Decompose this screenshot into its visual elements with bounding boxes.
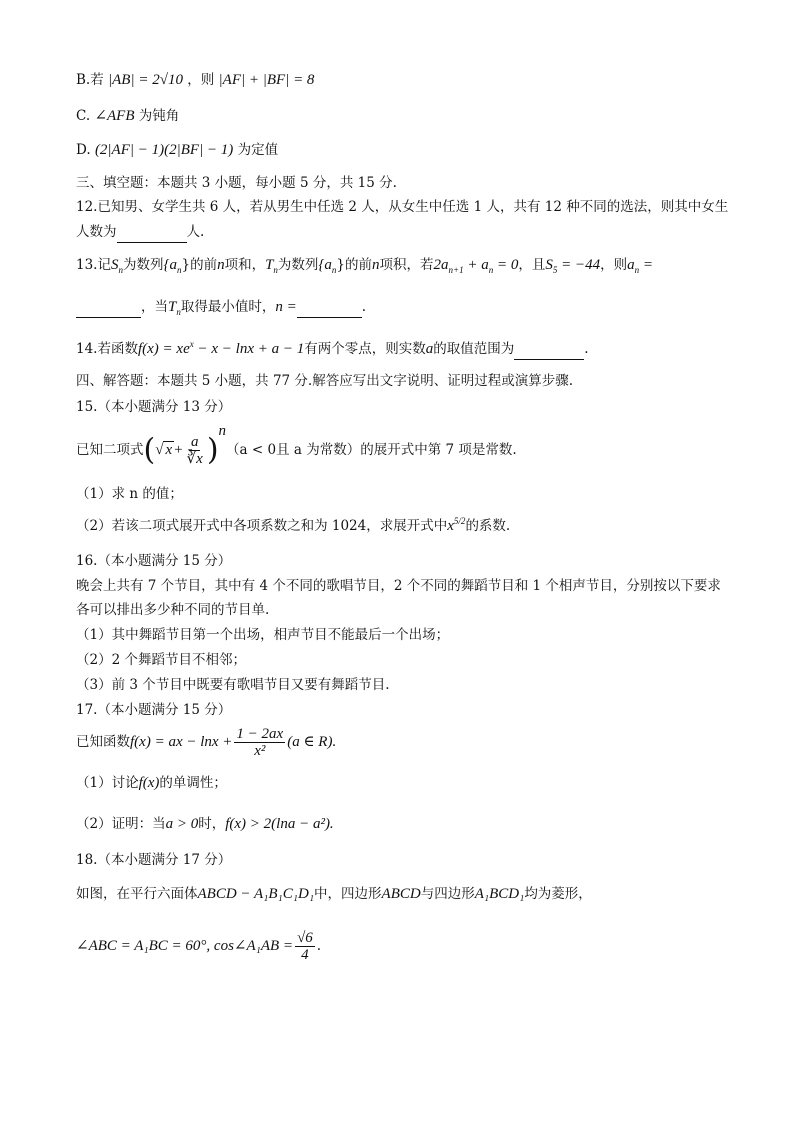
q16-title: 16.（本小题满分 15 分） (76, 553, 232, 569)
q11-b-prefix: B.若 (76, 72, 104, 88)
section3-heading: 三、填空题：本题共 3 小题，每小题 5 分，共 15 分. (76, 175, 397, 191)
q18-frac-den: 4 (301, 947, 309, 963)
q14-func (138, 341, 304, 357)
q18-cond-math: ∠ABC = A₁BC = 60°, cos∠A₁AB = (76, 938, 294, 954)
q14-answer-blank[interactable] (514, 339, 584, 360)
q11-d-math: (2|AF| − 1)(2|BF| − 1) (94, 142, 234, 158)
q18-stem-suffix: 均为菱形， (524, 886, 592, 902)
q13-text: ，则 (600, 257, 628, 273)
q15-part1: （1）求 n 的值； (76, 486, 183, 502)
q13-cond1: $2a_{n+1} + a_n = 0$ (433, 257, 519, 275)
q14-suffix: . (584, 341, 589, 357)
q13-answer-blank-2[interactable] (297, 297, 362, 318)
q11-b-mid: ，则 (187, 72, 215, 88)
q18-frac (295, 930, 315, 963)
q18-stem (76, 884, 726, 904)
q17-part1-prefix: （1）讨论 (76, 775, 139, 791)
q13-cond2: $S_5 = -44$ (545, 257, 601, 275)
q17-part2 (76, 814, 726, 834)
q13-tn-base: T (168, 299, 177, 315)
q17-part2-math: f(x) > 2(lna − a²). (225, 816, 334, 832)
q11-option-c (76, 106, 726, 126)
q18-quad2: A₁BCD₁ (474, 886, 525, 902)
q18-end: . (316, 938, 322, 954)
q16-stem2: 各可以排出多少种不同的节目单. (76, 602, 270, 618)
q13-answer-blank-1[interactable] (76, 297, 141, 318)
q14-a: a (425, 341, 434, 357)
q13-n: n (372, 257, 380, 273)
q17-part1 (76, 773, 726, 793)
q13-text: 为数列 (277, 257, 319, 273)
q13-sn-base: S (110, 257, 119, 273)
q14-line (76, 339, 726, 360)
q17-frac-den: x² (254, 743, 266, 759)
q13-seq2: {$a_n$ (318, 257, 337, 275)
q11-c-prefix: C. (76, 108, 91, 124)
q13-text: }的前 (336, 257, 373, 273)
q14-func-a: f(x) = xe (137, 341, 190, 357)
q13-cond1-a: 2a (433, 257, 449, 273)
section4-heading: 四、解答题：本题共 5 小题，共 77 分.解答应写出文字说明、证明过程或演算步骤. (76, 373, 574, 389)
q13-seq: {$a_n$ (163, 257, 182, 275)
q15-title: 15.（本小题满分 13 分） (76, 399, 232, 415)
q13-text: 为数列 (122, 257, 164, 273)
q13-text: ，且 (518, 257, 546, 273)
q15-plus: + (174, 442, 183, 458)
q15-power-term (447, 518, 465, 534)
q11-b-math1: |AB| = 2√10 (108, 72, 183, 88)
q15-frac-den: ∛x (186, 451, 203, 467)
q15-cond: （a < 0且 a 为常数）的展开式中第 7 项是常数. (226, 442, 517, 458)
q13-tn2: $T_n$ (168, 299, 181, 317)
q13-an-base: a (627, 257, 635, 273)
q13-cond1-b: + a (463, 257, 489, 273)
q15-frac-num: a (190, 434, 199, 450)
q18-stem-mid: 中，四边形 (314, 886, 382, 902)
q12-answer-blank[interactable] (117, 222, 187, 243)
q16-part3: （3）前 3 个节目中既要有歌唱节目又要有舞蹈节目. (76, 677, 390, 693)
q13-text: ，当 (141, 299, 168, 315)
q17-cond: (a ∈ R). (287, 734, 337, 750)
q11-d-prefix: D. (76, 142, 91, 158)
q16-stem1: 晚会上共有 7 个节目，其中有 4 个不同的歌唱节目，2 个不同的舞蹈节目和 1 个相声节目，分别按以下要求 (76, 578, 721, 594)
q13-end: . (361, 299, 367, 315)
q13-cond1-c: = 0 (493, 257, 519, 273)
q16-part2: （2）2 个舞蹈节目不相邻； (76, 652, 246, 668)
q13-text: 13.记 (76, 257, 111, 273)
q13-seq-base: {a (318, 257, 332, 273)
q14-prefix: 14.若函数 (76, 341, 138, 357)
q18-title: 18.（本小题满分 17 分） (76, 852, 232, 868)
q12-line2 (76, 222, 726, 243)
q11-d-suffix: 为定值 (237, 142, 279, 158)
q13-cond2-a: S (545, 257, 553, 273)
q15-sqrt: √ x (155, 442, 173, 458)
q13-eq: = (639, 257, 653, 273)
q15-stem (76, 425, 726, 475)
q13-seq-base: {a (163, 257, 177, 273)
q17-part2-cond: a > 0 (165, 816, 199, 832)
q17-stem-prefix: 已知函数 (76, 734, 130, 750)
q13-an: $a_n$ = (627, 257, 653, 275)
q17-frac (234, 726, 285, 759)
q11-option-b (76, 70, 726, 90)
q15-x: x (447, 518, 454, 534)
q15-sqrt-x: x (165, 442, 173, 458)
q17-frac-num: 1 − 2ax (236, 726, 284, 742)
q15-part2 (76, 516, 726, 536)
q13-text: }的前 (181, 257, 218, 273)
q13-n: n (217, 257, 225, 273)
q13-text: 项和， (224, 257, 266, 273)
q17-title: 17.（本小题满分 15 分） (76, 702, 232, 718)
q14-func-b: − x − lnx + a − 1 (193, 341, 305, 357)
q18-solid: ABCD − A₁B₁C₁D₁ (197, 886, 315, 902)
q14-exp: x (189, 339, 194, 349)
q14-suffix-pre: 的取值范围为 (433, 341, 515, 357)
q12-suffix: 人. (186, 224, 205, 240)
q13-text: 项积，若 (379, 257, 434, 273)
q18-cond (76, 926, 726, 966)
q17-part2-prefix: （2）证明：当 (76, 816, 166, 832)
q15-stem-prefix: 已知二项式 (76, 442, 144, 458)
q15-frac (185, 434, 205, 467)
q17-part1-suffix: 的单调性； (159, 775, 227, 791)
q13-n-eq: n = (275, 299, 297, 315)
q12-line1: 12.已知男、女学生共 6 人，若从男生中任选 2 人，从女生中任选 1 人，共有 12 种不同的选法，则其中女生 (76, 199, 729, 215)
q15-left-paren: ( (143, 432, 156, 468)
q18-frac-num: √6 (297, 930, 313, 946)
q13-cond2-b: = −44 (557, 257, 601, 273)
q17-stem (76, 722, 726, 762)
q11-option-d (76, 140, 726, 160)
q17-part2-mid: 时， (198, 816, 226, 832)
q11-c-math: ∠AFB (94, 108, 135, 124)
q17-func: f(x) = ax − lnx + (130, 734, 233, 750)
q17-part1-math: f(x) (138, 775, 160, 791)
q13-line2 (76, 297, 726, 318)
q11-c-suffix: 为钝角 (138, 108, 180, 124)
q16-part1: （1）其中舞蹈节目第一个出场，相声节目不能最后一个出场； (76, 627, 450, 643)
q13-tn: $T_n$ (265, 257, 278, 275)
q13-tn-base: T (265, 257, 274, 273)
q18-stem-prefix: 如图，在平行六面体 (76, 886, 198, 902)
q14-mid: 有两个零点，则实数 (304, 341, 426, 357)
q15-exp: 5/2 (453, 516, 466, 526)
q15-right-paren: ) (206, 432, 219, 468)
q15-power: n (218, 423, 227, 439)
q18-quad1: ABCD (381, 886, 421, 902)
q13-sn: $S_n$ (110, 257, 123, 275)
q15-part2-suffix: 的系数. (465, 518, 511, 534)
q13-text: 取得最小值时， (180, 299, 276, 315)
q11-b-math2: |AF| + |BF| = 8 (218, 72, 315, 88)
q15-part2-prefix: （2）若该二项式展开式中各项系数之和为 1024，求展开式中 (76, 518, 448, 534)
q13-line1 (76, 255, 726, 275)
q12-prefix: 人数为 (76, 224, 117, 240)
q18-stem-mid2: 与四边形 (420, 886, 475, 902)
